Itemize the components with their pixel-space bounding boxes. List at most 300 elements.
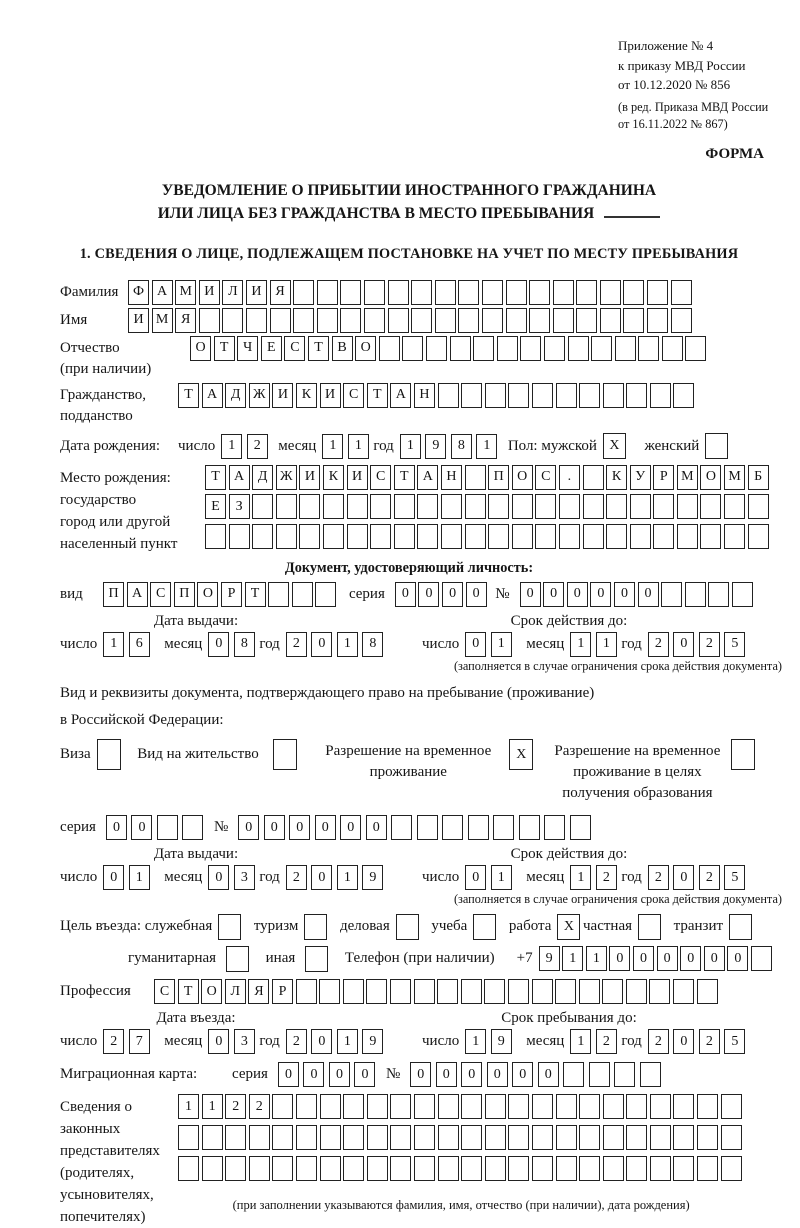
form-cell[interactable]: 1 — [465, 1029, 486, 1054]
form-cell[interactable]: 1 — [178, 1094, 199, 1119]
form-cell[interactable] — [576, 308, 597, 333]
form-cell[interactable] — [296, 1094, 317, 1119]
form-cell[interactable] — [293, 280, 314, 305]
form-cell[interactable] — [394, 524, 415, 549]
form-cell[interactable] — [506, 308, 527, 333]
form-cell[interactable]: . — [559, 465, 580, 490]
form-cell[interactable] — [532, 1125, 553, 1150]
form-cell[interactable]: 9 — [425, 434, 446, 459]
form-cell[interactable]: Ж — [276, 465, 297, 490]
form-cell[interactable]: 1 — [221, 434, 242, 459]
form-cell[interactable] — [662, 336, 683, 361]
form-cell[interactable]: О — [512, 465, 533, 490]
form-cell[interactable]: Т — [205, 465, 226, 490]
form-cell[interactable] — [437, 979, 458, 1004]
sex-male-checkbox[interactable]: X — [603, 433, 626, 459]
form-cell[interactable]: 9 — [362, 1029, 383, 1054]
form-cell[interactable] — [673, 1094, 694, 1119]
form-cell[interactable] — [650, 1094, 671, 1119]
form-cell[interactable] — [544, 336, 565, 361]
purpose-private-checkbox[interactable] — [638, 914, 661, 940]
form-cell[interactable] — [468, 815, 489, 840]
form-cell[interactable] — [319, 979, 340, 1004]
form-cell[interactable] — [623, 280, 644, 305]
form-cell[interactable] — [493, 815, 514, 840]
form-cell[interactable]: У — [630, 465, 651, 490]
form-cell[interactable] — [535, 524, 556, 549]
form-cell[interactable]: О — [197, 582, 218, 607]
form-cell[interactable]: 0 — [442, 582, 463, 607]
form-cell[interactable]: 1 — [491, 865, 512, 890]
form-cell[interactable] — [579, 979, 600, 1004]
form-cell[interactable] — [299, 524, 320, 549]
form-cell[interactable]: О — [201, 979, 222, 1004]
form-cell[interactable] — [603, 1125, 624, 1150]
form-cell[interactable] — [579, 1156, 600, 1181]
form-cell[interactable]: 2 — [699, 632, 720, 657]
form-cell[interactable] — [603, 1156, 624, 1181]
form-cell[interactable]: Л — [225, 979, 246, 1004]
form-cell[interactable] — [441, 524, 462, 549]
form-cell[interactable]: Н — [441, 465, 462, 490]
purpose-business-checkbox[interactable] — [396, 914, 419, 940]
form-cell[interactable]: 0 — [673, 865, 694, 890]
form-cell[interactable]: 1 — [491, 632, 512, 657]
form-cell[interactable] — [673, 979, 694, 1004]
form-cell[interactable] — [532, 979, 553, 1004]
form-cell[interactable] — [157, 815, 178, 840]
form-cell[interactable]: 0 — [673, 632, 694, 657]
form-cell[interactable]: П — [488, 465, 509, 490]
form-cell[interactable]: 2 — [225, 1094, 246, 1119]
form-cell[interactable]: С — [150, 582, 171, 607]
form-cell[interactable] — [673, 1156, 694, 1181]
form-cell[interactable] — [364, 308, 385, 333]
form-cell[interactable] — [529, 280, 550, 305]
form-cell[interactable] — [508, 1125, 529, 1150]
form-cell[interactable]: Т — [394, 465, 415, 490]
form-cell[interactable] — [748, 524, 769, 549]
form-cell[interactable]: 0 — [311, 1029, 332, 1054]
form-cell[interactable]: 5 — [724, 632, 745, 657]
form-cell[interactable]: 0 — [466, 582, 487, 607]
form-cell[interactable]: 7 — [129, 1029, 150, 1054]
form-cell[interactable] — [482, 280, 503, 305]
form-cell[interactable] — [461, 979, 482, 1004]
form-cell[interactable]: 1 — [337, 1029, 358, 1054]
form-cell[interactable]: 0 — [538, 1062, 559, 1087]
form-cell[interactable]: 0 — [520, 582, 541, 607]
form-cell[interactable] — [276, 524, 297, 549]
form-cell[interactable]: 2 — [699, 865, 720, 890]
form-cell[interactable] — [461, 383, 482, 408]
form-cell[interactable] — [370, 494, 391, 519]
form-cell[interactable] — [296, 1125, 317, 1150]
form-cell[interactable]: 0 — [329, 1062, 350, 1087]
form-cell[interactable] — [697, 1094, 718, 1119]
form-cell[interactable] — [563, 1062, 584, 1087]
form-cell[interactable] — [461, 1125, 482, 1150]
form-cell[interactable] — [229, 524, 250, 549]
form-cell[interactable]: 0 — [315, 815, 336, 840]
form-cell[interactable] — [650, 1156, 671, 1181]
form-cell[interactable]: Т — [367, 383, 388, 408]
form-cell[interactable]: 1 — [400, 434, 421, 459]
form-cell[interactable] — [367, 1156, 388, 1181]
form-cell[interactable]: 6 — [129, 632, 150, 657]
form-cell[interactable] — [508, 383, 529, 408]
form-cell[interactable] — [485, 1094, 506, 1119]
form-cell[interactable] — [482, 308, 503, 333]
form-cell[interactable]: Я — [248, 979, 269, 1004]
form-cell[interactable] — [390, 1125, 411, 1150]
form-cell[interactable] — [697, 1156, 718, 1181]
form-cell[interactable] — [473, 336, 494, 361]
form-cell[interactable]: 0 — [395, 582, 416, 607]
purpose-tourism-checkbox[interactable] — [304, 914, 327, 940]
form-cell[interactable]: 1 — [337, 632, 358, 657]
form-cell[interactable] — [323, 494, 344, 519]
form-cell[interactable] — [497, 336, 518, 361]
form-cell[interactable] — [520, 336, 541, 361]
form-cell[interactable] — [671, 308, 692, 333]
form-cell[interactable] — [484, 979, 505, 1004]
form-cell[interactable] — [700, 524, 721, 549]
form-cell[interactable] — [320, 1125, 341, 1150]
form-cell[interactable]: 0 — [311, 865, 332, 890]
form-cell[interactable]: 1 — [348, 434, 369, 459]
form-cell[interactable] — [366, 979, 387, 1004]
form-cell[interactable] — [685, 582, 706, 607]
form-cell[interactable]: 0 — [366, 815, 387, 840]
form-cell[interactable]: 2 — [699, 1029, 720, 1054]
form-cell[interactable] — [272, 1125, 293, 1150]
form-cell[interactable] — [583, 465, 604, 490]
phone-digit-cell[interactable]: 0 — [704, 946, 725, 971]
form-cell[interactable] — [485, 1156, 506, 1181]
form-cell[interactable]: 1 — [570, 632, 591, 657]
sex-female-checkbox[interactable] — [705, 433, 728, 459]
form-cell[interactable] — [615, 336, 636, 361]
form-cell[interactable] — [485, 383, 506, 408]
form-cell[interactable] — [488, 524, 509, 549]
form-cell[interactable]: С — [535, 465, 556, 490]
temp-residence-edu-checkbox[interactable] — [731, 739, 755, 770]
form-cell[interactable]: 2 — [596, 865, 617, 890]
form-cell[interactable]: З — [229, 494, 250, 519]
form-cell[interactable] — [630, 524, 651, 549]
form-cell[interactable]: 8 — [362, 632, 383, 657]
form-cell[interactable] — [296, 1156, 317, 1181]
form-cell[interactable]: И — [347, 465, 368, 490]
form-cell[interactable] — [568, 336, 589, 361]
form-cell[interactable]: С — [343, 383, 364, 408]
phone-digit-cell[interactable] — [751, 946, 772, 971]
form-cell[interactable]: 1 — [570, 1029, 591, 1054]
form-cell[interactable] — [276, 494, 297, 519]
form-cell[interactable] — [202, 1156, 223, 1181]
purpose-humanitarian-checkbox[interactable] — [226, 946, 249, 972]
form-cell[interactable]: Д — [225, 383, 246, 408]
form-cell[interactable] — [315, 582, 336, 607]
form-cell[interactable] — [697, 1125, 718, 1150]
form-cell[interactable] — [390, 1094, 411, 1119]
form-cell[interactable]: 0 — [103, 865, 124, 890]
form-cell[interactable] — [570, 815, 591, 840]
form-cell[interactable] — [370, 524, 391, 549]
form-cell[interactable]: А — [417, 465, 438, 490]
form-cell[interactable]: 0 — [208, 1029, 229, 1054]
form-cell[interactable]: М — [677, 465, 698, 490]
form-cell[interactable]: 0 — [410, 1062, 431, 1087]
phone-digit-cell[interactable]: 0 — [727, 946, 748, 971]
form-cell[interactable]: 1 — [129, 865, 150, 890]
form-cell[interactable]: 1 — [476, 434, 497, 459]
form-cell[interactable] — [461, 1156, 482, 1181]
purpose-official-checkbox[interactable] — [218, 914, 241, 940]
form-cell[interactable]: 0 — [340, 815, 361, 840]
phone-digit-cell[interactable]: 1 — [562, 946, 583, 971]
form-cell[interactable]: М — [152, 308, 173, 333]
form-cell[interactable]: 1 — [202, 1094, 223, 1119]
form-cell[interactable] — [600, 308, 621, 333]
form-cell[interactable]: А — [202, 383, 223, 408]
form-cell[interactable] — [272, 1156, 293, 1181]
form-cell[interactable]: И — [299, 465, 320, 490]
form-cell[interactable] — [438, 1125, 459, 1150]
form-cell[interactable]: Н — [414, 383, 435, 408]
form-cell[interactable] — [544, 815, 565, 840]
form-cell[interactable] — [647, 280, 668, 305]
form-cell[interactable] — [508, 1156, 529, 1181]
form-cell[interactable]: 1 — [322, 434, 343, 459]
form-cell[interactable] — [556, 1156, 577, 1181]
form-cell[interactable] — [626, 1156, 647, 1181]
form-cell[interactable] — [465, 465, 486, 490]
form-cell[interactable]: 0 — [311, 632, 332, 657]
form-cell[interactable]: 0 — [106, 815, 127, 840]
form-cell[interactable] — [182, 815, 203, 840]
form-cell[interactable] — [559, 524, 580, 549]
form-cell[interactable] — [677, 494, 698, 519]
form-cell[interactable]: Е — [205, 494, 226, 519]
form-cell[interactable] — [367, 1125, 388, 1150]
form-cell[interactable] — [576, 280, 597, 305]
form-cell[interactable] — [553, 280, 574, 305]
form-cell[interactable]: 0 — [208, 865, 229, 890]
form-cell[interactable] — [199, 308, 220, 333]
form-cell[interactable] — [532, 1156, 553, 1181]
form-cell[interactable] — [249, 1125, 270, 1150]
form-cell[interactable]: 0 — [131, 815, 152, 840]
form-cell[interactable]: 2 — [648, 1029, 669, 1054]
form-cell[interactable] — [685, 336, 706, 361]
form-cell[interactable]: 0 — [638, 582, 659, 607]
form-cell[interactable] — [512, 494, 533, 519]
form-cell[interactable] — [508, 1094, 529, 1119]
form-cell[interactable] — [388, 308, 409, 333]
form-cell[interactable] — [508, 979, 529, 1004]
form-cell[interactable] — [606, 494, 627, 519]
form-cell[interactable]: Я — [175, 308, 196, 333]
form-cell[interactable] — [556, 383, 577, 408]
form-cell[interactable] — [347, 524, 368, 549]
form-cell[interactable] — [724, 494, 745, 519]
form-cell[interactable] — [367, 1094, 388, 1119]
form-cell[interactable] — [724, 524, 745, 549]
form-cell[interactable] — [442, 815, 463, 840]
form-cell[interactable] — [700, 494, 721, 519]
form-cell[interactable]: К — [323, 465, 344, 490]
form-cell[interactable]: С — [154, 979, 175, 1004]
form-cell[interactable]: 2 — [247, 434, 268, 459]
form-cell[interactable]: А — [390, 383, 411, 408]
form-cell[interactable] — [555, 979, 576, 1004]
form-cell[interactable]: О — [700, 465, 721, 490]
phone-digit-cell[interactable]: 0 — [633, 946, 654, 971]
form-cell[interactable] — [579, 1125, 600, 1150]
form-cell[interactable]: 2 — [286, 632, 307, 657]
form-cell[interactable]: Т — [178, 979, 199, 1004]
form-cell[interactable] — [583, 524, 604, 549]
form-cell[interactable]: 0 — [543, 582, 564, 607]
form-cell[interactable] — [488, 494, 509, 519]
form-cell[interactable] — [721, 1094, 742, 1119]
form-cell[interactable] — [390, 979, 411, 1004]
form-cell[interactable]: 0 — [278, 1062, 299, 1087]
form-cell[interactable]: 0 — [303, 1062, 324, 1087]
form-cell[interactable] — [649, 979, 670, 1004]
form-cell[interactable]: 0 — [673, 1029, 694, 1054]
form-cell[interactable] — [414, 1125, 435, 1150]
form-cell[interactable]: О — [355, 336, 376, 361]
form-cell[interactable]: В — [332, 336, 353, 361]
form-cell[interactable] — [450, 336, 471, 361]
form-cell[interactable]: 0 — [465, 865, 486, 890]
form-cell[interactable] — [417, 494, 438, 519]
form-cell[interactable] — [225, 1156, 246, 1181]
form-cell[interactable] — [252, 524, 273, 549]
form-cell[interactable] — [519, 815, 540, 840]
form-cell[interactable] — [673, 383, 694, 408]
form-cell[interactable] — [591, 336, 612, 361]
form-cell[interactable] — [606, 524, 627, 549]
form-cell[interactable]: 0 — [487, 1062, 508, 1087]
form-cell[interactable] — [343, 979, 364, 1004]
form-cell[interactable]: 9 — [491, 1029, 512, 1054]
form-cell[interactable] — [202, 1125, 223, 1150]
form-cell[interactable] — [178, 1125, 199, 1150]
form-cell[interactable]: К — [296, 383, 317, 408]
form-cell[interactable]: 9 — [362, 865, 383, 890]
form-cell[interactable] — [299, 494, 320, 519]
form-cell[interactable] — [603, 383, 624, 408]
form-cell[interactable]: С — [370, 465, 391, 490]
form-cell[interactable]: И — [246, 280, 267, 305]
form-cell[interactable] — [441, 494, 462, 519]
form-cell[interactable] — [292, 582, 313, 607]
form-cell[interactable]: М — [175, 280, 196, 305]
form-cell[interactable] — [388, 280, 409, 305]
purpose-study-checkbox[interactable] — [473, 914, 496, 940]
phone-digit-cell[interactable]: 9 — [539, 946, 560, 971]
form-cell[interactable] — [583, 494, 604, 519]
form-cell[interactable] — [435, 308, 456, 333]
form-cell[interactable]: 0 — [465, 632, 486, 657]
form-cell[interactable]: 0 — [461, 1062, 482, 1087]
form-cell[interactable] — [556, 1094, 577, 1119]
form-cell[interactable] — [347, 494, 368, 519]
form-cell[interactable]: 0 — [418, 582, 439, 607]
form-cell[interactable] — [414, 1156, 435, 1181]
form-cell[interactable]: Ж — [249, 383, 270, 408]
form-cell[interactable] — [600, 280, 621, 305]
form-cell[interactable]: 0 — [238, 815, 259, 840]
form-cell[interactable]: 2 — [249, 1094, 270, 1119]
form-cell[interactable] — [458, 308, 479, 333]
form-cell[interactable]: 5 — [724, 865, 745, 890]
form-cell[interactable]: А — [152, 280, 173, 305]
form-cell[interactable] — [653, 494, 674, 519]
form-cell[interactable] — [438, 383, 459, 408]
form-cell[interactable] — [465, 524, 486, 549]
form-cell[interactable] — [650, 1125, 671, 1150]
form-cell[interactable]: Т — [308, 336, 329, 361]
form-cell[interactable] — [323, 524, 344, 549]
form-cell[interactable] — [394, 494, 415, 519]
form-cell[interactable] — [506, 280, 527, 305]
form-cell[interactable] — [438, 1094, 459, 1119]
phone-digit-cell[interactable]: 0 — [609, 946, 630, 971]
form-cell[interactable]: Ч — [237, 336, 258, 361]
form-cell[interactable]: 2 — [648, 632, 669, 657]
form-cell[interactable] — [417, 524, 438, 549]
form-cell[interactable]: Р — [221, 582, 242, 607]
form-cell[interactable]: А — [127, 582, 148, 607]
form-cell[interactable] — [438, 1156, 459, 1181]
form-cell[interactable] — [414, 979, 435, 1004]
form-cell[interactable] — [246, 308, 267, 333]
form-cell[interactable] — [671, 280, 692, 305]
temp-residence-checkbox[interactable]: X — [509, 739, 533, 770]
form-cell[interactable] — [343, 1094, 364, 1119]
form-cell[interactable] — [626, 1094, 647, 1119]
form-cell[interactable] — [225, 1125, 246, 1150]
form-cell[interactable] — [579, 1094, 600, 1119]
form-cell[interactable] — [293, 308, 314, 333]
form-cell[interactable]: 1 — [103, 632, 124, 657]
form-cell[interactable] — [614, 1062, 635, 1087]
form-cell[interactable]: И — [320, 383, 341, 408]
form-cell[interactable]: 0 — [289, 815, 310, 840]
form-cell[interactable] — [178, 1156, 199, 1181]
form-cell[interactable] — [697, 979, 718, 1004]
purpose-work-checkbox[interactable]: X — [557, 914, 580, 940]
form-cell[interactable]: Л — [222, 280, 243, 305]
form-cell[interactable]: П — [174, 582, 195, 607]
form-cell[interactable]: 0 — [590, 582, 611, 607]
phone-digit-cell[interactable]: 0 — [657, 946, 678, 971]
form-cell[interactable] — [320, 1156, 341, 1181]
form-cell[interactable]: 0 — [567, 582, 588, 607]
form-cell[interactable] — [364, 280, 385, 305]
form-cell[interactable]: К — [606, 465, 627, 490]
form-cell[interactable] — [458, 280, 479, 305]
form-cell[interactable] — [272, 1094, 293, 1119]
form-cell[interactable] — [732, 582, 753, 607]
form-cell[interactable] — [268, 582, 289, 607]
form-cell[interactable] — [589, 1062, 610, 1087]
